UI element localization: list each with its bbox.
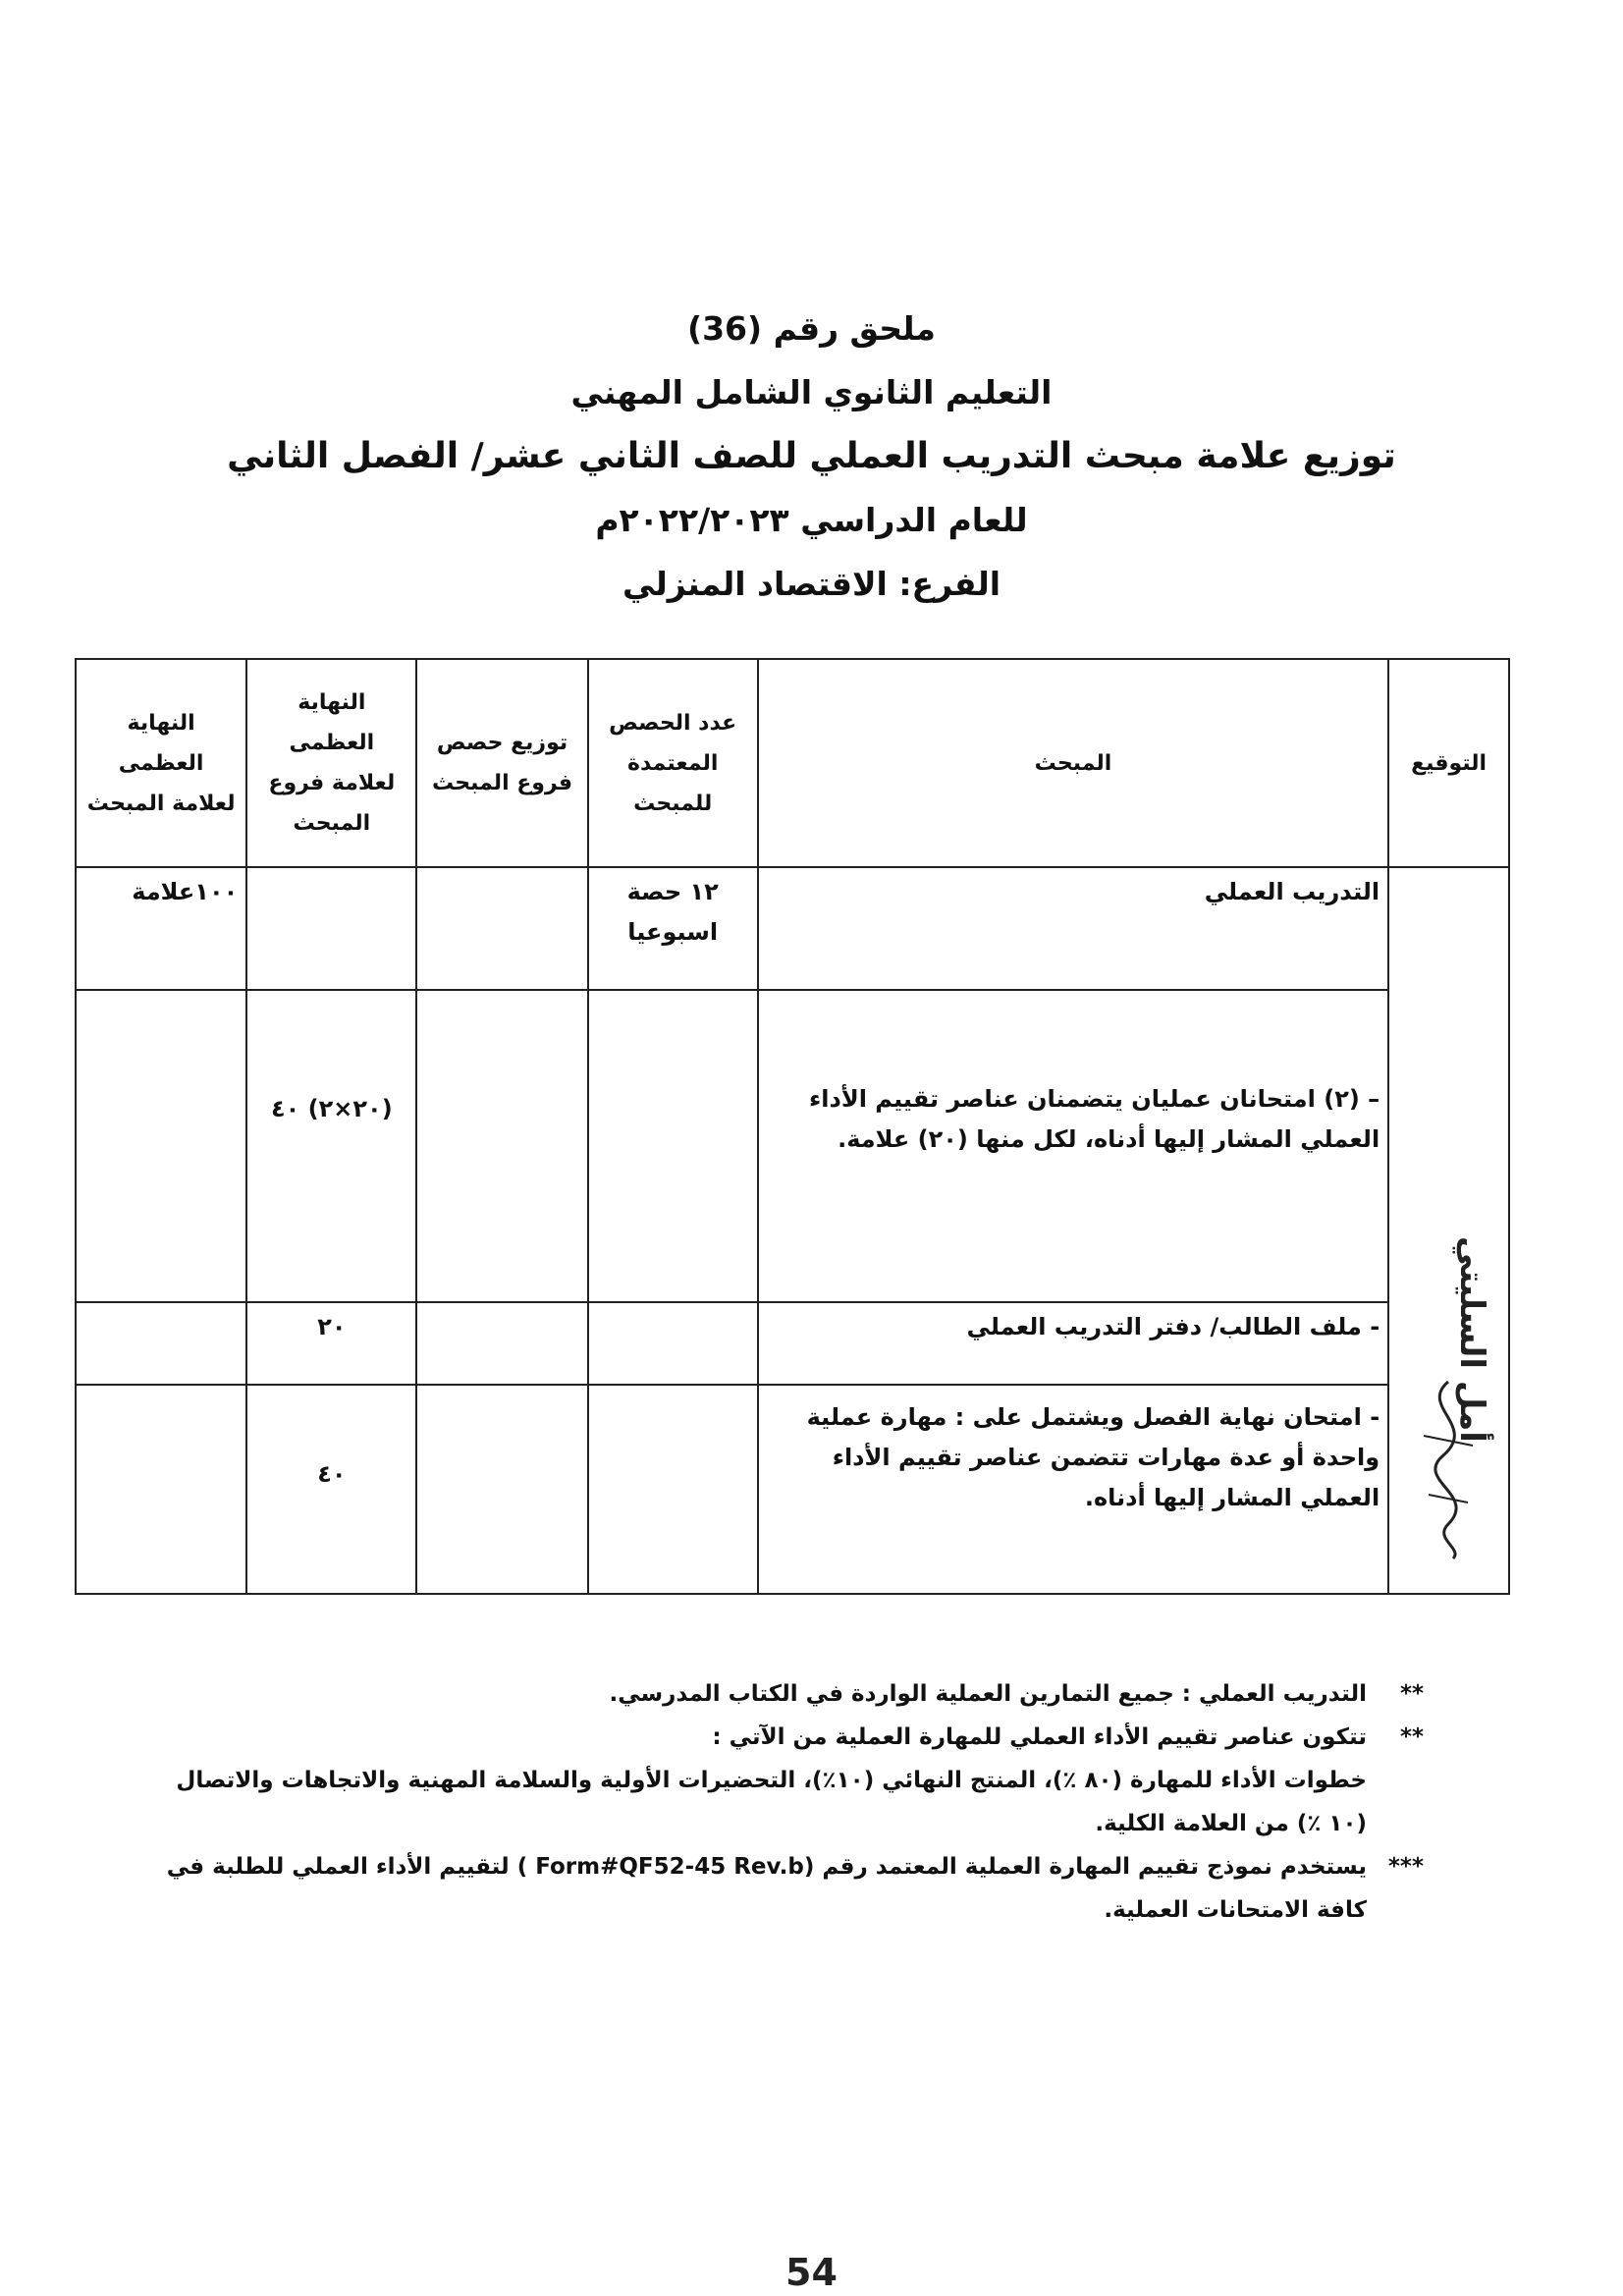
signature-scribble-icon <box>1409 1377 1488 1563</box>
note-item <box>147 1845 1424 1932</box>
note-marker: ** <box>1399 1724 1424 1750</box>
row1-subject-max: ١٠٠علامة <box>76 867 246 990</box>
row4-branch-max: ٤٠ <box>246 1385 416 1594</box>
table-header-row <box>76 659 1509 867</box>
page-title: توزيع علامة مبحث التدريب العملي للصف الثاني عشر/ الفصل الثاني <box>227 436 1396 476</box>
header-subject: المبحث <box>758 659 1388 867</box>
notes-section <box>147 1672 1424 1932</box>
row4-distribution <box>416 1385 587 1594</box>
annex-number: ملحق رقم (36) <box>686 309 936 348</box>
row3-subject-max <box>76 1302 246 1385</box>
document-header <box>0 309 1623 631</box>
note-item <box>147 1716 1424 1759</box>
row2-distribution <box>416 990 587 1302</box>
row3-branch-max: ٢٠ <box>246 1302 416 1385</box>
row2-subject: – (٢) امتحانان عمليان يتضمنان عناصر تقييم الأداء العملي المشار إليها أدناه، لكل منها (٢٠) علامة. <box>758 990 1388 1302</box>
note-item <box>147 1672 1424 1716</box>
note-text: التدريب العملي : جميع التمارين العملية الواردة في الكتاب المدرسي. <box>609 1681 1367 1707</box>
row3-periods <box>588 1302 758 1385</box>
table-row <box>76 1302 1509 1385</box>
row1-distribution <box>416 867 587 990</box>
header-distribution: توزيع حصص فروع المبحث <box>416 659 587 867</box>
row1-subject: التدريب العملي <box>758 867 1388 990</box>
row3-subject: - ملف الطالب/ دفتر التدريب العملي <box>758 1302 1388 1385</box>
row1-periods: ١٢ حصة اسبوعيا <box>588 867 758 990</box>
branch-name: الفرع: الاقتصاد المنزلي <box>622 565 1001 603</box>
note-text: خطوات الأداء للمهارة (٨٠ ٪)، المنتج النهائي (١٠٪)، التحضيرات الأولية والسلامة المهنية والاتجاهات والاتصال (١٠ ٪) من العلامة الكلية. <box>176 1768 1367 1836</box>
row2-periods <box>588 990 758 1302</box>
header-subject-max: النهاية العظمى لعلامة المبحث <box>76 659 246 867</box>
academic-year: للعام الدراسي ٢٠٢٢/٢٠٢٣م <box>595 501 1028 539</box>
row4-periods <box>588 1385 758 1594</box>
page-number: 54 <box>785 2251 838 2294</box>
note-text: تتكون عناصر تقييم الأداء العملي للمهارة العملية من الآتي : <box>712 1724 1367 1750</box>
row1-branch-max <box>246 867 416 990</box>
note-item <box>147 1759 1424 1845</box>
marks-distribution-table <box>75 658 1510 1595</box>
table-row <box>76 990 1509 1302</box>
row4-subject: - امتحان نهاية الفصل ويشتمل على : مهارة عملية واحدة أو عدة مهارات تتضمن عناصر تقييم الأداء العملي المشار إليها أدناه. <box>758 1385 1388 1594</box>
note-marker: ** <box>1399 1681 1424 1707</box>
row4-subject-max <box>76 1385 246 1594</box>
signature-cell <box>1388 867 1509 1594</box>
row2-subject-max <box>76 990 246 1302</box>
program-title: التعليم الثانوي الشامل المهني <box>570 373 1053 411</box>
note-text: يستخدم نموذج تقييم المهارة العملية المعتمد رقم (Form#QF52-45 Rev.b ) لتقييم الأداء العملي للطلبة في كافة الامتحانات العملية. <box>166 1854 1367 1923</box>
header-periods: عدد الحصص المعتمدة للمبحث <box>588 659 758 867</box>
row2-branch-max: (٢٠×٢) ٤٠ <box>246 990 416 1302</box>
table-row <box>76 1385 1509 1594</box>
note-marker: *** <box>1387 1854 1424 1880</box>
signature: أمل السليتي <box>1452 1236 1492 1443</box>
row3-distribution <box>416 1302 587 1385</box>
header-signature: التوقيع <box>1388 659 1509 867</box>
header-branch-max: النهاية العظمى لعلامة فروع المبحث <box>246 659 416 867</box>
table-row <box>76 867 1509 990</box>
